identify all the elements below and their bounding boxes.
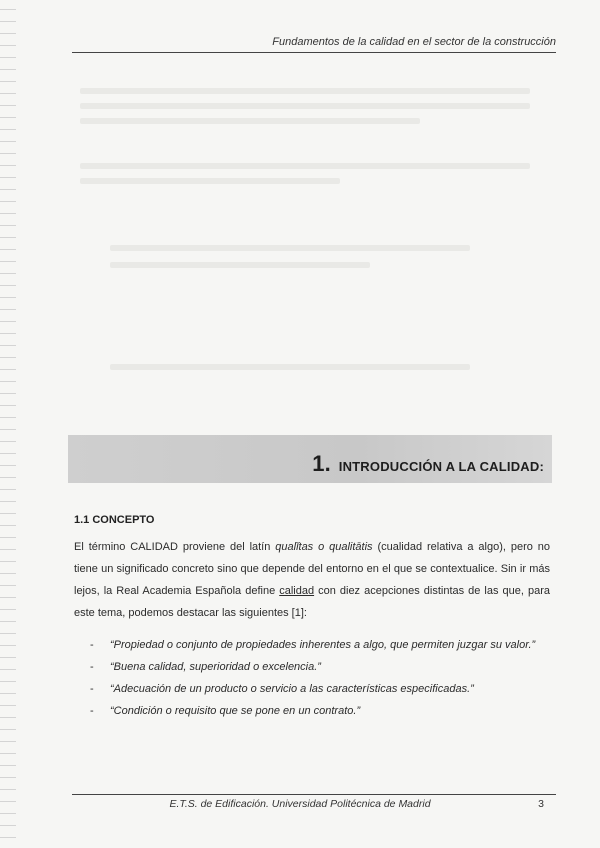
list-dash: - <box>90 705 94 717</box>
footer-institution: E.T.S. de Edificación. Universidad Politécnica de Madrid <box>169 798 431 810</box>
page-number: 3 <box>538 798 544 810</box>
list-item-text: “Buena calidad, superioridad o excelencia.” <box>110 661 321 673</box>
chapter-title-text: INTRODUCCIÓN A LA CALIDAD: <box>338 459 544 474</box>
chapter-number: 1. <box>312 451 331 476</box>
bleed-through-line <box>110 364 470 370</box>
list-dash: - <box>90 683 94 695</box>
list-item-text: “Adecuación de un producto o servicio a las características especificadas.” <box>110 683 474 695</box>
bleed-through-line <box>80 103 530 109</box>
body-paragraph <box>74 536 550 624</box>
underlined-term: calidad <box>279 585 315 597</box>
list-dash: - <box>90 661 94 673</box>
paragraph-text: con diez acepciones distintas de las que, para este tema, podemos destacar las siguientes [1]: <box>74 585 550 619</box>
latin-term: qualĭtas o qualitātis <box>275 541 373 553</box>
list-item-text: “Propiedad o conjunto de propiedades inherentes a algo, que permiten juzgar su valor.” <box>110 639 536 651</box>
bleed-through-line <box>80 118 420 124</box>
spiral-binding-edge <box>0 0 16 848</box>
section-heading: 1.1 CONCEPTO <box>74 514 155 526</box>
footer-rule <box>72 794 556 795</box>
list-item <box>90 678 550 700</box>
paragraph-text: (cualidad relativa a algo), pero no tiene un significado concreto sino que depende del entorno en el que se contextualice. Sin ir más lejos, la Real Academia Española define <box>74 541 550 597</box>
list-item <box>90 634 550 656</box>
bleed-through-line <box>80 163 530 169</box>
chapter-banner <box>68 435 552 483</box>
bleed-through-line <box>110 245 470 251</box>
list-dash: - <box>90 639 94 651</box>
definition-list <box>90 634 550 722</box>
bleed-through-line <box>110 262 370 268</box>
chapter-title <box>312 451 544 477</box>
list-item-text: “Condición o requisito que se pone en un contrato.” <box>110 705 361 717</box>
list-item <box>90 700 550 722</box>
running-header: Fundamentos de la calidad en el sector de la construcción <box>272 36 556 48</box>
list-item <box>90 656 550 678</box>
header-rule <box>72 52 556 53</box>
paragraph-text: El término CALIDAD proviene del latín <box>74 541 276 553</box>
bleed-through-line <box>80 88 530 94</box>
bleed-through-line <box>80 178 340 184</box>
